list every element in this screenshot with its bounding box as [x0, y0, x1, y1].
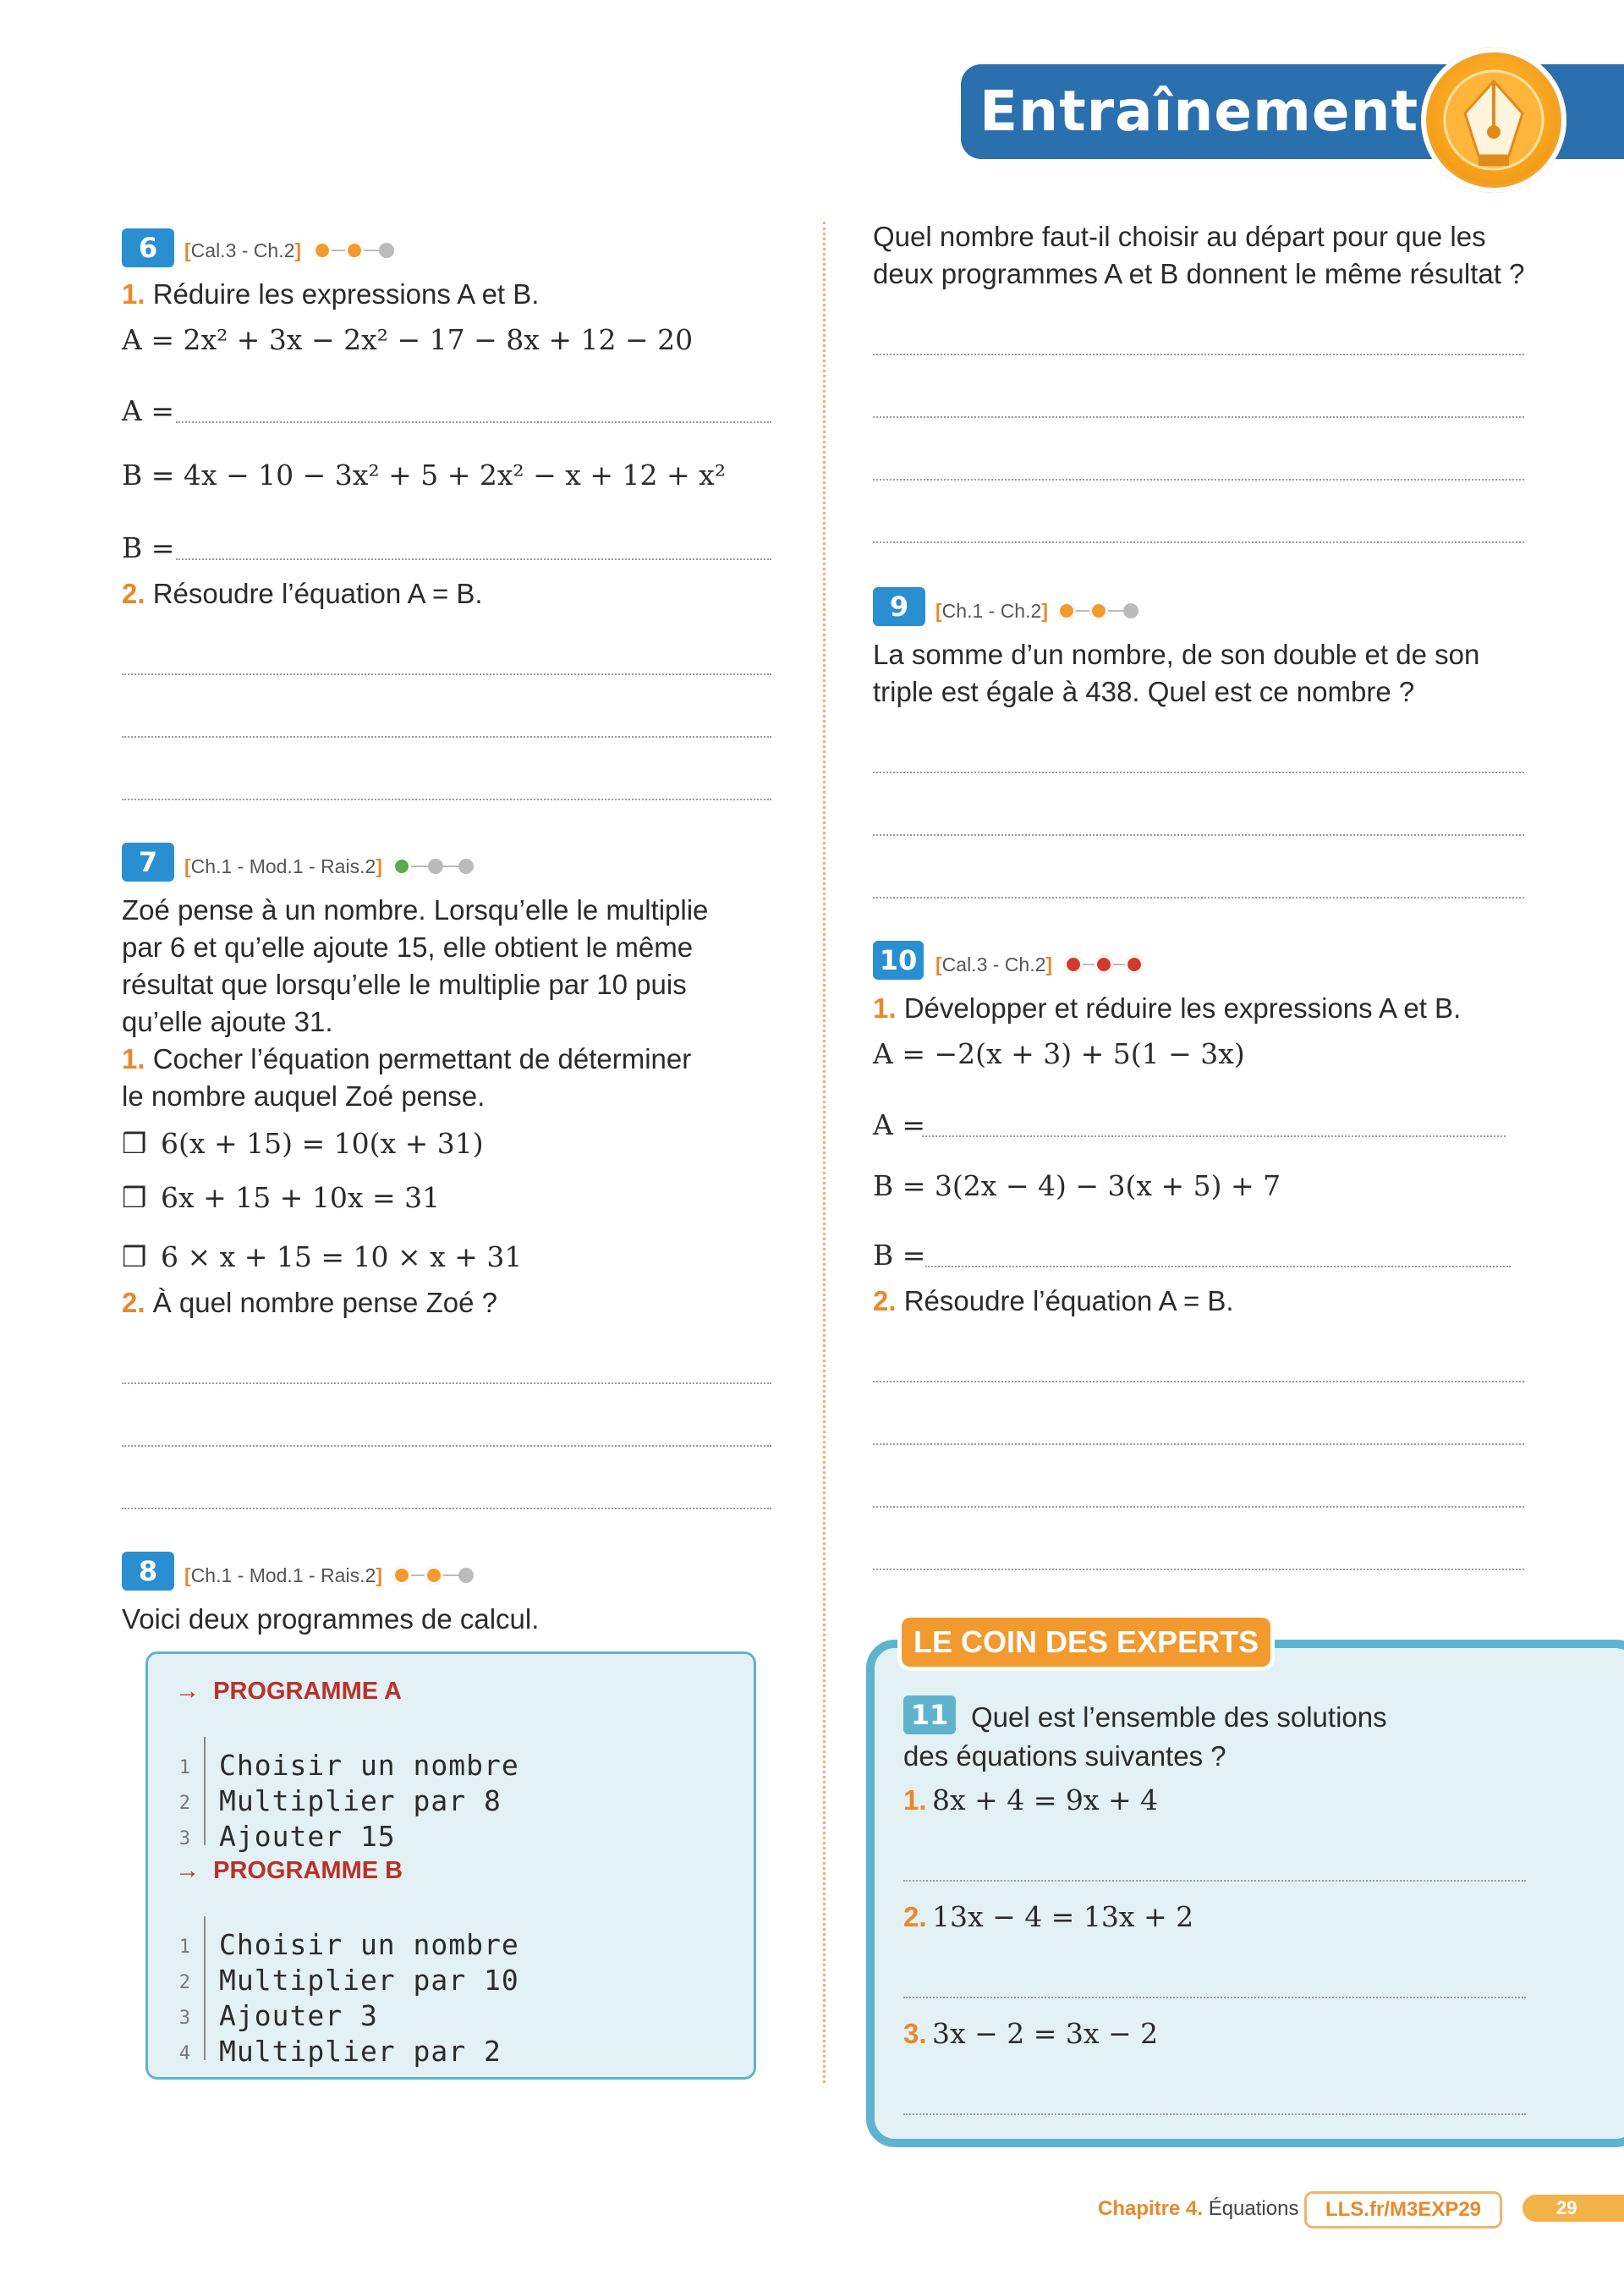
- exercise-intro-line: qu’elle ajoute 31.: [122, 1006, 333, 1037]
- checkbox-icon[interactable]: ❒: [122, 1240, 147, 1273]
- expression-a: A = −2(x + 3) + 5(1 − 3x): [873, 1037, 1245, 1070]
- exercise-reference: [Ch.1 - Ch.2]: [935, 600, 1048, 622]
- answer-line[interactable]: [122, 799, 771, 800]
- answer-line[interactable]: [176, 421, 771, 423]
- difficulty-indicator: [392, 856, 477, 876]
- answer-line[interactable]: [903, 1997, 1526, 1998]
- answer-line[interactable]: [925, 1266, 1511, 1267]
- answer-line[interactable]: [873, 772, 1524, 773]
- exercise-text-line: triple est égale à 438. Quel est ce nombre ?: [873, 676, 1415, 707]
- pen-nib-icon: [1421, 47, 1566, 193]
- answer-a-label: A =: [873, 1108, 925, 1141]
- question-1-cont: le nombre auquel Zoé pense.: [122, 1080, 486, 1112]
- experts-text-line: des équations suivantes ?: [903, 1740, 1226, 1772]
- code-line: Choisir un nombre: [219, 1928, 519, 1961]
- question-1: 1. Réduire les expressions A et B.: [122, 278, 540, 310]
- answer-line[interactable]: [873, 416, 1524, 418]
- exercise-question-line: Quel nombre faut-il choisir au départ pour que les: [873, 221, 1486, 252]
- answer-b-label: B =: [873, 1239, 926, 1272]
- question-1: 1. Développer et réduire les expressions A et B.: [873, 992, 1462, 1024]
- option-label: 6x + 15 + 10x = 31: [161, 1181, 441, 1214]
- answer-line[interactable]: [903, 1880, 1526, 1882]
- arrow-right-icon: →: [175, 1857, 200, 1884]
- expression-b: B = 4x − 10 − 3x² + 5 + 2x² − x + 12 + x²: [122, 459, 726, 492]
- footer-chapter: Chapitre 4. Équations: [1098, 2197, 1299, 2220]
- answer-line[interactable]: [873, 479, 1524, 481]
- difficulty-indicator: [1064, 954, 1157, 975]
- answer-line[interactable]: [873, 1443, 1524, 1445]
- column-divider: [823, 222, 826, 2083]
- code-line: Multiplier par 2: [219, 2035, 502, 2068]
- answer-b-label: B =: [122, 531, 175, 564]
- answer-line[interactable]: [903, 2113, 1526, 2115]
- program-a-title: → PROGRAMME A: [175, 1678, 402, 1705]
- code-line: Choisir un nombre: [219, 1749, 519, 1782]
- answer-line[interactable]: [873, 1381, 1524, 1382]
- answer-line[interactable]: [873, 834, 1524, 836]
- difficulty-indicator: [392, 1565, 477, 1585]
- answer-line[interactable]: [122, 673, 771, 675]
- code-line: Ajouter 3: [219, 1999, 378, 2032]
- checkbox-icon[interactable]: ❒: [122, 1181, 147, 1214]
- answer-line[interactable]: [122, 1508, 771, 1509]
- exercise-intro: Voici deux programmes de calcul.: [122, 1603, 540, 1635]
- exercise-number: 8: [122, 1552, 174, 1591]
- program-box: [145, 1651, 756, 2080]
- line-number: 4: [178, 2043, 190, 2064]
- answer-line[interactable]: [122, 736, 771, 738]
- expression-b: B = 3(2x − 4) − 3(x + 5) + 7: [873, 1169, 1281, 1202]
- option-label: 6 × x + 15 = 10 × x + 31: [161, 1240, 523, 1273]
- difficulty-indicator: [313, 240, 398, 261]
- exercise-intro-line: Zoé pense à un nombre. Lorsqu’elle le multiplie: [122, 894, 709, 926]
- exercise-reference: [Cal.3 - Ch.2]: [184, 239, 302, 261]
- code-gutter: [204, 1916, 206, 2060]
- line-number: 1: [178, 1937, 190, 1958]
- option-label: 6(x + 15) = 10(x + 31): [161, 1127, 484, 1160]
- question-1: 1. Cocher l’équation permettant de déterminer: [122, 1043, 692, 1074]
- line-number: 3: [178, 2008, 190, 2029]
- arrow-right-icon: →: [175, 1678, 200, 1705]
- exercise-reference: [Cal.3 - Ch.2]: [935, 953, 1053, 975]
- code-line: Ajouter 15: [219, 1820, 396, 1853]
- page-title: Entraînement: [979, 79, 1419, 144]
- answer-line[interactable]: [873, 897, 1524, 898]
- exercise-number: 11: [903, 1695, 956, 1734]
- code-line: Multiplier par 8: [219, 1784, 502, 1817]
- answer-a-label: A =: [122, 394, 174, 427]
- line-number: 2: [178, 1972, 190, 1993]
- experts-label: LE COIN DES EXPERTS: [902, 1618, 1270, 1667]
- answer-line[interactable]: [176, 558, 771, 560]
- exercise-reference: [Ch.1 - Mod.1 - Rais.2]: [184, 1564, 382, 1586]
- line-number: 1: [178, 1757, 190, 1778]
- question-2: 2. Résoudre l’équation A = B.: [873, 1285, 1234, 1316]
- exercise-text-line: La somme d’un nombre, de son double et de son: [873, 639, 1480, 670]
- code-gutter: [204, 1737, 206, 1845]
- difficulty-indicator: [1057, 601, 1142, 621]
- exercise-number: 9: [873, 587, 925, 626]
- exercise-number: 6: [122, 228, 174, 267]
- answer-line[interactable]: [122, 1445, 771, 1447]
- experts-text-line: Quel est l’ensemble des solutions: [971, 1701, 1387, 1733]
- exercise-intro-line: par 6 et qu’elle ajoute 15, elle obtient le même: [122, 931, 694, 963]
- line-number: 2: [178, 1793, 190, 1814]
- line-number: 3: [178, 1828, 190, 1849]
- answer-line[interactable]: [122, 1382, 771, 1384]
- checkbox-icon[interactable]: ❒: [122, 1127, 147, 1160]
- exercise-intro-line: résultat que lorsqu’elle le multiplie par 10 puis: [122, 969, 687, 1000]
- code-line: Multiplier par 10: [219, 1964, 519, 1997]
- page-number: 29: [1522, 2195, 1624, 2222]
- question-2: 2. Résoudre l’équation A = B.: [122, 578, 483, 609]
- exercise-number: 10: [873, 941, 924, 980]
- exercise-question-line: deux programmes A et B donnent le même résultat ?: [873, 258, 1525, 289]
- answer-line[interactable]: [873, 541, 1524, 543]
- answer-line[interactable]: [873, 1506, 1524, 1508]
- answer-line[interactable]: [922, 1135, 1506, 1137]
- exercise-number: 7: [122, 843, 174, 882]
- answer-line[interactable]: [873, 1569, 1524, 1570]
- answer-line[interactable]: [873, 354, 1524, 355]
- question-2: 2. À quel nombre pense Zoé ?: [122, 1287, 497, 1318]
- expression-a: A = 2x² + 3x − 2x² − 17 − 8x + 12 − 20: [122, 323, 694, 356]
- program-b-title: → PROGRAMME B: [175, 1857, 403, 1884]
- footer-link[interactable]: LLS.fr/M3EXP29: [1304, 2191, 1502, 2228]
- exercise-reference: [Ch.1 - Mod.1 - Rais.2]: [184, 855, 382, 877]
